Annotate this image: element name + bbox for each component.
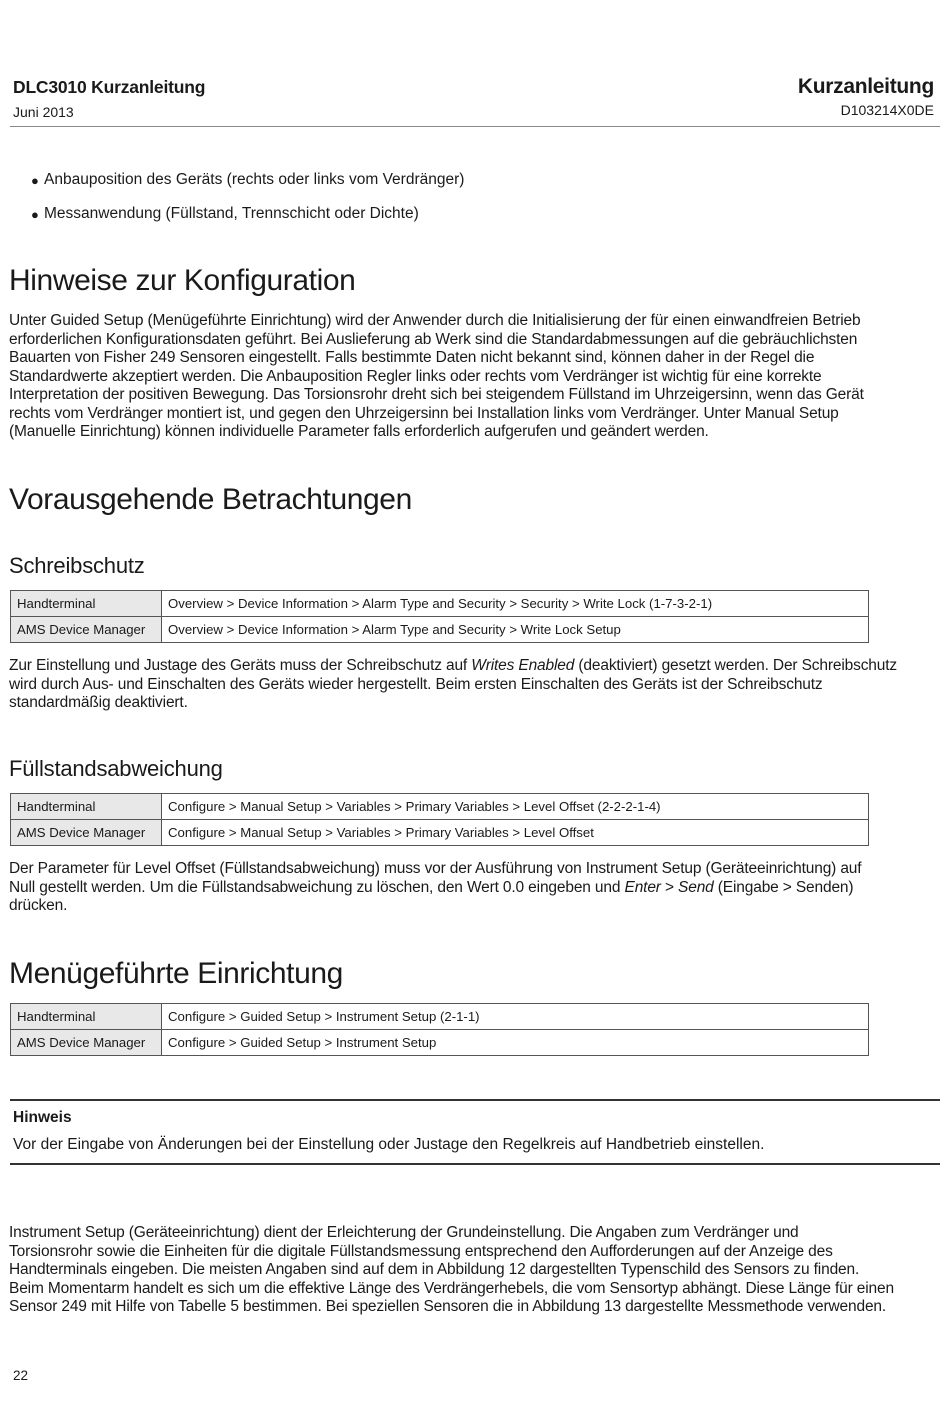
menu-path: Configure > Manual Setup > Variables > Primary Variables > Level Offset (2-2-2-1-4) [162,794,869,820]
text-line: Beim Momentarm handelt es sich um die effektive Länge des Verdrängerhebels, die vom Sensortyp abhängt. Diese Länge für einen [9,1279,894,1297]
table-row [11,820,869,846]
paragraph-schreibschutz [9,657,941,713]
menu-path: Overview > Device Information > Alarm Type and Security > Security > Write Lock (1-7-3-2-1) [162,591,869,617]
table-row [11,1004,869,1030]
menu-path: Overview > Device Information > Alarm Type and Security > Write Lock Setup [162,617,869,643]
header-divider [10,126,940,127]
list-item [31,171,464,205]
text-line: Standardwerte akzeptiert werden. Die Anbauposition Regler links oder rechts vom Verdränger ist wichtig für eine korrekte [9,367,822,385]
heading-betrachtungen: Vorausgehende Betrachtungen [9,483,412,516]
text-line: Unter Guided Setup (Menügeführte Einrichtung) wird der Anwender durch die Initialisierung der für einen einwandfreien Betrieb [9,312,861,329]
bullet-list [31,171,464,239]
tool-label: Handterminal [11,794,162,820]
document-date: Juni 2013 [13,104,74,120]
text-line: erforderlichen Konfigurationsdaten geführt. Bei Auslieferung ab Werk sind die Standardabmessungen auf die gebräuchlichsten [9,330,858,348]
text-line: wird durch Aus- und Einschalten des Geräts wieder hergestellt. Beim ersten Einschalten des Geräts ist der Schreibschutz [9,675,823,693]
tool-label: Handterminal [11,1004,162,1030]
text-line: drücken. [9,897,68,914]
table-row [11,1030,869,1056]
document-title: DLC3010 Kurzanleitung [13,77,206,97]
text-span: (Eingabe > Senden) [713,878,854,896]
text-line: Instrument Setup (Geräteeinrichtung) dient der Erleichterung der Grundeinstellung. Die Angaben zum Verdränger und [9,1224,799,1241]
text-line: Sensor 249 mit Hilfe von Tabelle 5 bestimmen. Bei speziellen Sensoren die in Abbildung 13 dargestellte Messmethode verwenden. [9,1298,887,1315]
bullet-icon: ● [31,173,39,188]
bullet-icon: ● [31,207,39,222]
text-span: (deaktiviert) gesetzt werden. Der Schreibschutz [574,657,897,674]
text-line: Interpretation der positiven Bewegung. Das Torsionsrohr dreht sich bei steigendem Füllstand im Uhrzeigersinn, wenn das Gerät [9,386,864,403]
text-line: rechts vom Verdränger montiert ist, und gegen den Uhrzeigersinn bei Installation links vom Verdränger. Unter Manual Setup [9,404,839,422]
note-top-rule [10,1099,940,1101]
text-line: standardmäßig deaktiviert. [9,694,188,711]
menu-path-table-fuellstand [10,793,869,846]
text-span: > [660,878,679,896]
text-span: Null gestellt werden. Um die Füllstandsabweichung zu löschen, den Wert 0.0 eingeben und [9,878,625,896]
guide-label: Kurzanleitung [797,75,934,98]
list-item-text: Messanwendung (Füllstand, Trennschicht oder Dichte) [44,205,419,222]
heading-konfiguration: Hinweise zur Konfiguration [9,264,356,297]
emphasis: Writes Enabled [471,657,575,674]
list-item [31,205,464,239]
note-title: Hinweis [13,1109,72,1126]
tool-label: AMS Device Manager [11,617,162,643]
tool-label: Handterminal [11,591,162,617]
menu-path: Configure > Guided Setup > Instrument Setup [162,1030,869,1056]
heading-fuellstandsabweichung: Füllstandsabweichung [9,756,223,781]
paragraph-instrument-setup [9,1224,941,1317]
heading-schreibschutz: Schreibschutz [9,553,145,578]
emphasis: Send [678,878,714,896]
text-line: Bauarten von Fisher 249 Sensoren eingestellt. Falls bestimmte Daten nicht bekannt sind, können daher in der Regel die [9,349,815,366]
page-number: 22 [13,1368,29,1383]
text-line [9,657,941,676]
tool-label: AMS Device Manager [11,1030,162,1056]
menu-path-table-schreibschutz [10,590,869,643]
table-row [11,591,869,617]
note-text: Vor der Eingabe von Änderungen bei der Einstellung oder Justage den Regelkreis auf Handbetrieb einstellen. [13,1136,765,1153]
text-line: (Manuelle Einrichtung) können individuelle Parameter falls erforderlich aufgerufen und geändert werden. [9,423,709,440]
emphasis: Enter [624,878,661,896]
paragraph-fuellstand [9,860,941,916]
header-right [798,75,934,118]
text-line [9,879,941,898]
note-bottom-rule [10,1163,940,1165]
header-left [13,77,205,120]
table-row [11,617,869,643]
menu-path-table-guided-setup [10,1003,869,1056]
text-line: Der Parameter für Level Offset (Füllstandsabweichung) muss vor der Ausführung von Instrument Setup (Geräteeinrichtung) auf [9,860,862,877]
text-line: Torsionsrohr sowie die Einheiten für die digitale Füllstandsmessung entsprechend den Aufforderungen auf der Anzeige des [9,1242,833,1260]
paragraph-konfiguration [9,312,941,442]
heading-menuegefuehrte-einrichtung: Menügeführte Einrichtung [9,957,343,990]
menu-path: Configure > Guided Setup > Instrument Setup (2-1-1) [162,1004,869,1030]
text-line: Handterminals eingeben. Die meisten Angaben sind auf dem in Abbildung 12 dargestellten Typenschild des Sensors zu finden. [9,1261,860,1278]
list-item-text: Anbauposition des Geräts (rechts oder links vom Verdränger) [44,171,465,188]
table-row [11,794,869,820]
menu-path: Configure > Manual Setup > Variables > Primary Variables > Level Offset [162,820,869,846]
text-span: Zur Einstellung und Justage des Geräts muss der Schreibschutz auf [9,657,472,674]
document-number: D103214X0DE [840,102,934,118]
tool-label: AMS Device Manager [11,820,162,846]
